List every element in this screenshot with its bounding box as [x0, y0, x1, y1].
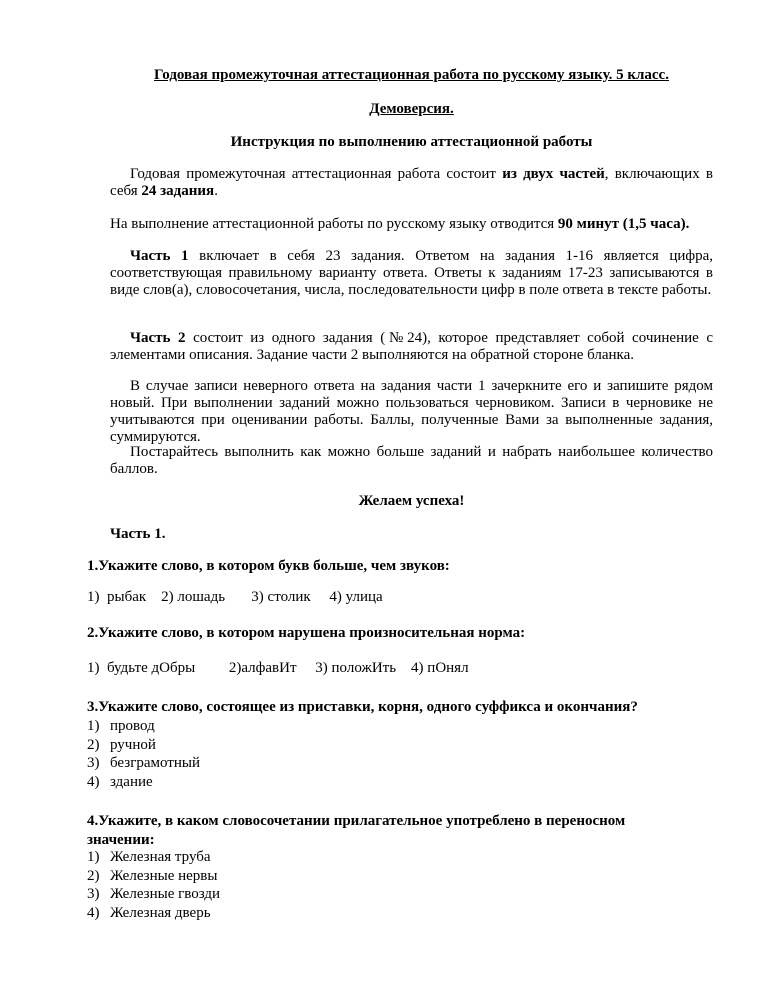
- option-text: Железная дверь: [110, 904, 211, 921]
- list-item: [87, 737, 200, 756]
- intro-paragraph-6: Постарайтесь выполнить как можно больше заданий и набрать наибольшее количество баллов.: [110, 444, 713, 477]
- p4-text: состоит из одного задания (№24), которое представляет собой сочинение с элементами описания. Задание части 2 выполняются на обратной стороне бланка.: [110, 330, 713, 363]
- option-number: 3): [87, 755, 100, 771]
- intro-paragraph-3: [110, 248, 713, 299]
- question-2-options: 1) будьте дОбры 2)алфавИт 3) положИть 4) пОнял: [87, 660, 469, 676]
- instruction-title: Инструкция по выполнению аттестационной работы: [230, 134, 593, 150]
- option-number: 4): [87, 904, 100, 921]
- p1-bold-tasks: 24 задания: [141, 183, 215, 199]
- question-1-options: 1) рыбак 2) лошадь 3) столик 4) улица: [87, 589, 383, 605]
- p1-bold-parts: из двух частей: [502, 166, 605, 182]
- question-3-text: 3.Укажите слово, состоящее из приставки, корня, одного суффикса и окончания?: [87, 699, 638, 715]
- question-1-text: 1.Укажите слово, в котором букв больше, чем звуков:: [87, 558, 450, 574]
- wish-text: Желаем успеха!: [358, 493, 465, 509]
- option-text: Железная труба: [110, 849, 211, 865]
- option-number: 4): [87, 773, 100, 790]
- intro-paragraph-5: В случае записи неверного ответа на задания части 1 зачеркните его и запишите рядом новый. При выполнении заданий можно пользоваться черновиком. Записи в черновике не учитываются при оценивании работы. Баллы, полученные Вами за выполненные задания, суммируются.: [110, 378, 713, 445]
- question-3-options: [87, 718, 200, 792]
- demo-version-label: Демоверсия.: [369, 101, 454, 117]
- list-item: [87, 868, 220, 887]
- list-item: [87, 905, 220, 924]
- option-number: 3): [87, 886, 100, 902]
- list-item: [87, 849, 220, 868]
- option-number: 2): [87, 736, 100, 753]
- p1-text-a: Годовая промежуточная аттестационная работа состоит: [130, 166, 503, 182]
- intro-paragraph-4: [110, 330, 713, 364]
- intro-paragraph-2: [110, 216, 713, 233]
- document-title: Годовая промежуточная аттестационная работа по русскому языку. 5 класс.: [154, 67, 669, 83]
- option-text: безграмотный: [110, 755, 200, 771]
- option-number: 2): [87, 867, 100, 884]
- p2-text-a: На выполнение аттестационной работы по русскому языку отводится: [110, 216, 558, 232]
- list-item: [87, 886, 220, 905]
- p3-text: включает в себя 23 задания. Ответом на задания 1-16 является цифра, соответствующая правильному варианту ответа. Ответы к заданиям 17-23 записываются в виде слов(а), словосочетания, числа, последовательности цифр в поле ответа в тексте работы.: [110, 248, 713, 298]
- option-text: провод: [110, 718, 155, 734]
- list-item: [87, 718, 200, 737]
- p1-text-e: .: [214, 183, 218, 199]
- option-number: 1): [87, 849, 100, 865]
- part1-heading: Часть 1.: [110, 526, 166, 542]
- list-item: [87, 774, 200, 793]
- p1-text-c: , включающих в себя: [110, 166, 713, 199]
- intro-paragraph-1: [110, 166, 713, 200]
- list-item: [87, 755, 200, 774]
- question-4-options: [87, 849, 220, 923]
- option-text: ручной: [110, 736, 156, 753]
- option-text: Железные нервы: [110, 867, 218, 884]
- option-text: Железные гвозди: [110, 886, 221, 902]
- p3-bold-part1: Часть 1: [130, 248, 189, 264]
- question-2-text: 2.Укажите слово, в котором нарушена произносительная норма:: [87, 625, 526, 641]
- option-number: 1): [87, 718, 100, 734]
- p4-bold-part2: Часть 2: [130, 330, 186, 346]
- p2-bold-time: 90 минут (1,5 часа).: [557, 216, 690, 232]
- option-text: здание: [110, 773, 153, 790]
- question-4-text: 4.Укажите, в каком словосочетании прилагательное употреблено в переносном значении:: [87, 813, 626, 848]
